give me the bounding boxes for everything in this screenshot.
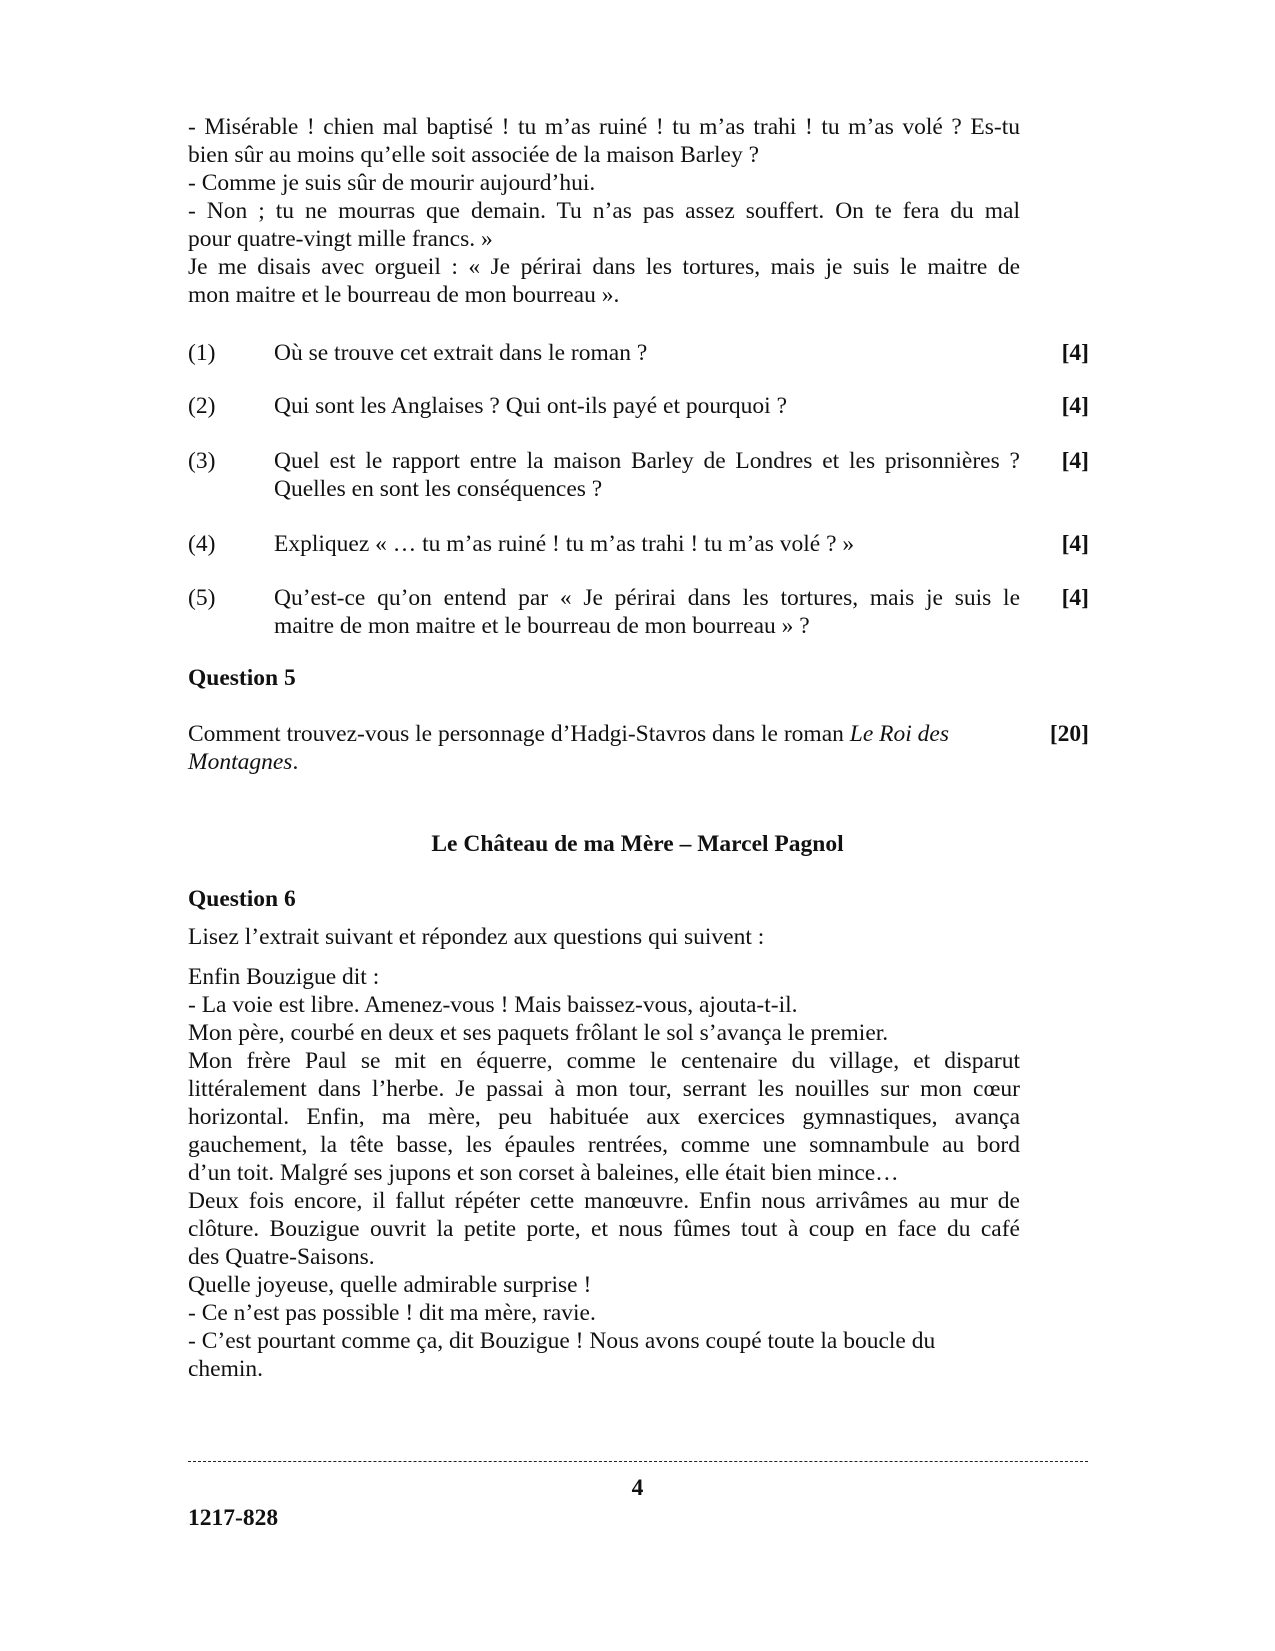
passage-line: mon maitre et le bourreau de mon bourreau ».	[188, 282, 620, 308]
passage-line: Quelle joyeuse, quelle admirable surprise !	[188, 1272, 592, 1298]
question-heading: Question 6	[188, 886, 296, 912]
question-text: Expliquez « … tu m’as ruiné ! tu m’as trahi ! tu m’as volé ? »	[274, 531, 855, 557]
question-text: maitre de mon maitre et le bourreau de mon bourreau » ?	[274, 613, 810, 639]
question-number: (5)	[188, 585, 216, 611]
question5-text-cont	[188, 748, 298, 777]
question5-text-a: Comment trouvez-vous le personnage d’Hadgi-Stavros dans le roman	[188, 721, 850, 747]
passage-line: littéralement dans l’herbe. Je passai à mon tour, serrant les nouilles sur mon cœur	[188, 1076, 1020, 1102]
passage-line: - Comme je suis sûr de mourir aujourd’hui.	[188, 170, 596, 196]
question-marks: [4]	[1061, 531, 1089, 557]
passage-line: chemin.	[188, 1356, 264, 1382]
question-marks: [4]	[1061, 448, 1089, 474]
footer-divider	[188, 1461, 1088, 1462]
page-number: 4	[631, 1475, 644, 1501]
section-title: Le Château de ma Mère – Marcel Pagnol	[431, 831, 844, 857]
passage-line: - La voie est libre. Amenez-vous ! Mais baissez-vous, ajouta-t-il.	[188, 992, 798, 1018]
passage-line: gauchement, la tête basse, les épaules rentrées, comme une somnambule au bord	[188, 1132, 1020, 1158]
paper-code: 1217-828	[188, 1505, 279, 1531]
question-text: Qui sont les Anglaises ? Qui ont-ils payé et pourquoi ?	[274, 393, 788, 419]
question-number: (4)	[188, 531, 216, 557]
passage-line: pour quatre-vingt mille francs. »	[188, 226, 493, 252]
passage-line: d’un toit. Malgré ses jupons et son corset à baleines, elle était bien mince…	[188, 1160, 899, 1186]
question-instruction: Lisez l’extrait suivant et répondez aux questions qui suivent :	[188, 924, 765, 950]
passage-line: Mon père, courbé en deux et ses paquets frôlant le sol s’avança le premier.	[188, 1020, 889, 1046]
passage-line: des Quatre-Saisons.	[188, 1244, 375, 1270]
passage-line: - Ce n’est pas possible ! dit ma mère, ravie.	[188, 1300, 596, 1326]
book-title-cont: Montagnes	[188, 749, 293, 775]
question-marks: [4]	[1061, 585, 1089, 611]
question-number: (1)	[188, 340, 216, 366]
question-text: Quelles en sont les conséquences ?	[274, 476, 603, 502]
passage-line: horizontal. Enfin, ma mère, peu habituée aux exercices gymnastiques, avança	[188, 1104, 1020, 1130]
question-number: (3)	[188, 448, 216, 474]
question-text: Où se trouve cet extrait dans le roman ?	[274, 340, 648, 366]
question-number: (2)	[188, 393, 216, 419]
question5-text	[188, 720, 949, 749]
passage-line: - Non ; tu ne mourras que demain. Tu n’as pas assez souffert. On te fera du mal	[188, 198, 1020, 224]
passage-line: - C’est pourtant comme ça, dit Bouzigue ! Nous avons coupé toute la boucle du	[188, 1328, 936, 1354]
passage-line: - Misérable ! chien mal baptisé ! tu m’as ruiné ! tu m’as trahi ! tu m’as volé ? Es-tu	[188, 114, 1020, 140]
book-title: Le Roi des	[849, 721, 949, 747]
passage-line: Mon frère Paul se mit en équerre, comme le centenaire du village, et disparut	[188, 1048, 1020, 1074]
question-marks: [20]	[1049, 721, 1089, 747]
question-marks: [4]	[1061, 340, 1089, 366]
question-text: Qu’est-ce qu’on entend par « Je périrai dans les tortures, mais je suis le	[274, 585, 1020, 611]
question5-text-end: .	[292, 749, 299, 775]
question-marks: [4]	[1061, 393, 1089, 419]
question-text: Quel est le rapport entre la maison Barley de Londres et les prisonnières ?	[274, 448, 1020, 474]
passage-line: bien sûr au moins qu’elle soit associée de la maison Barley ?	[188, 142, 760, 168]
passage-line: Je me disais avec orgueil : « Je périrai dans les tortures, mais je suis le maitre de	[188, 254, 1020, 280]
passage-line: Enfin Bouzigue dit :	[188, 964, 380, 990]
passage-line: Deux fois encore, il fallut répéter cette manœuvre. Enfin nous arrivâmes au mur de	[188, 1188, 1020, 1214]
question-heading: Question 5	[188, 665, 296, 691]
passage-line: clôture. Bouzigue ouvrit la petite porte, et nous fûmes tout à coup en face du café	[188, 1216, 1020, 1242]
